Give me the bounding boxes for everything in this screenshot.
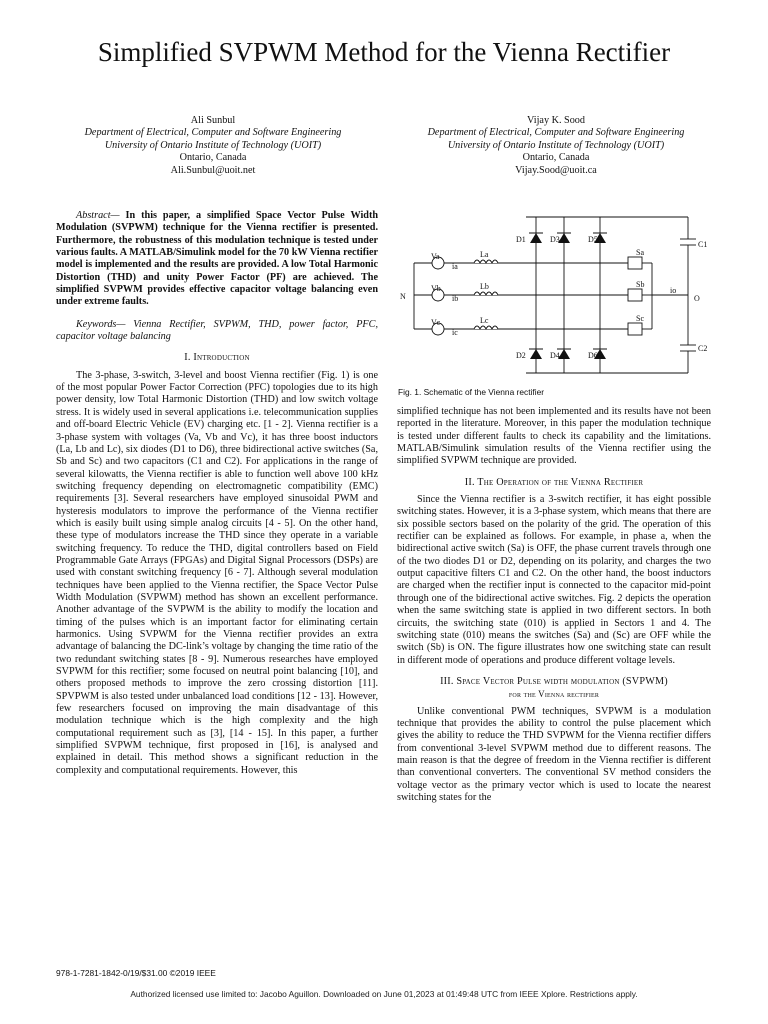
abstract-lead: Abstract—	[76, 210, 120, 221]
author-email: Vijay.Sood@uoit.ca	[515, 164, 597, 176]
license-notice: Authorized licensed use limited to: Jacobo Aguillon. Downloaded on June 01,2023 at 01:49:48 UTC from IEEE Xplore. Restrictions apply.	[130, 989, 638, 999]
label-lc: Lc	[480, 316, 489, 325]
label-va: Va	[431, 252, 440, 261]
label-ic: ic	[452, 328, 458, 337]
label-d2: D2	[516, 351, 526, 360]
copyright-line: 978-1-7281-1842-0/19/$31.00 ©2019 IEEE	[56, 968, 216, 978]
author-location: Ontario, Canada	[179, 152, 247, 164]
abstract	[56, 210, 378, 309]
label-la: La	[480, 250, 489, 259]
author-university: University of Ontario Institute of Technology (UOIT)	[447, 139, 665, 151]
label-n: N	[400, 292, 406, 301]
keywords: Keywords— Vienna Rectifier, SVPWM, THD, power factor, PFC, capacitor voltage balancing	[56, 318, 378, 343]
label-ia: ia	[452, 262, 458, 271]
abstract-text: In this paper, a simplified Space Vector Pulse Width Modulation (SVPWM) technique for the Vienna rectifier is presented. Furthermore, the robustness of this modulation technique is tested under various faults. A MATLAB/Simulink model for the 70 kW Vienna rectifier model is implemented and the results are provided. A low Total Harmonic Distortion (THD) and unity Power Factor (PF) are achieved. The simplified SVPWM provides effective capacitor voltage balancing even under extreme faults.	[56, 210, 378, 308]
left-column	[56, 210, 378, 777]
label-sb: Sb	[636, 280, 645, 289]
label-sc: Sc	[636, 314, 644, 323]
section-heading-introduction: I. Introduction	[184, 352, 250, 364]
label-sa: Sa	[636, 248, 644, 257]
introduction-paragraph: The 3-phase, 3-switch, 3-level and boost Vienna rectifier (Fig. 1) is one of the most popular Power Factor Correction (PFC) topologies due to its high power density, low Total Harmonic Distortion (THD) and low switch voltage stress. It is widely used in several applications i.e. telecommunication supplies and off-board Electric Vehicle (EV) charging etc. [1 - 2]. Vienna rectifier is a 3-phase system with voltages (Va, Vb and Vc), it has three boost inductors (La, Lb and Lc), six diodes (D1 to D6), three bidirectional active switches (Sa, Sb and Sc) and two capacitors (C1 and C2). For applications in the range of several kilowatts, the Vienna rectifier is able to function well above 100 kHz switching frequency depending on electromagnetic compatibility (EMC) requirements [3]. Several researchers have employed sinusoidal PWM and hysteresis modulators to improve the performance of the Vienna rectifier which is easily built using simple analog circuits [4 - 5]. On the other hand, these type of modulators increase the THD since they operate in a variable switching frequency. To reduce the THD, digital controllers based on Field Programmable Gate Arrays (FPGAs) and Digital Signal Processors (DSPs) are used with constant switching frequency [6 - 7]. Although several modulation techniques have been applied to the Vienna rectifier, the Space Vector Pulse Width Modulation (SVPWM) method has shown an excellent performance. Another advantage of the SVPWM is the ability to modify the location and timing of the pulses which is an important factor for eliminating certain harmonics. Using SVPWM for the Vienna rectifier provides an extra advantage of balancing the DC-link’s voltage by changing the time ratio of the two redundant switching states [8 - 9]. Numerous researches have employed SVPWM for this rectifier; some focused on neutral point balancing [10], and others proposed methods to improve the zero crossing distortion [11]. SPVPWM is also tested under unbalanced load conditions [12 - 13]. However, few researchers focused on improving the main disadvantage of this modulation technique which is the high complexity and the high computational requirement such as [3], [14 - 15]. In this paper, a further simplified SVPWM technique, first proposed in [16], is analysed and explained in detail. This method shows a significant reduction in the complexity and computational requirements. However, this	[56, 369, 378, 776]
author-name: Ali Sunbul	[190, 115, 236, 126]
figure-vienna-schematic	[398, 205, 714, 385]
label-d6: D6	[588, 351, 598, 360]
label-d1: D1	[516, 235, 526, 244]
continuation-paragraph: simplified technique has not been implemented and its results have not been reported in the literature. Moreover, in this paper the modulation technique is tested under different faults to check its capability and the limitations. MATLAB/Simulink simulation results of the Vienna rectifier using the simplified SVPWM technique are provided.	[397, 406, 711, 467]
vienna-schematic-diagram	[398, 205, 714, 385]
author-university: University of Ontario Institute of Technology (UOIT)	[104, 139, 322, 151]
right-column	[397, 406, 711, 804]
author-email: Ali.Sunbul@uoit.net	[170, 164, 256, 176]
label-c2: C2	[698, 344, 708, 353]
section-heading-svpwm: III. Space Vector Pulse width modulation (SVPWM)	[440, 675, 668, 687]
label-d5: D5	[588, 235, 598, 244]
label-vb: Vb	[431, 284, 441, 293]
author-name: Vijay K. Sood	[527, 115, 585, 126]
svpwm-paragraph: Unlike conventional PWM techniques, SVPWM is a modulation technique that provides the ability to control the pulse placement which gives the ability to reduce the THD SVPWM for the Vienna rectifier differs from conventional 3-level SVPWM method due to different reasons. The main reason is that the degree of freedom in the Vienna rectifier is different than conventional converters. The conventional SV method considers the voltage vector as the primary vector which is used to locate the nearest switching states for the	[397, 705, 711, 803]
author-location: Ontario, Canada	[522, 152, 590, 164]
section-heading-svpwm-line2: for the Vienna rectifier	[508, 689, 600, 700]
author-department: Department of Electrical, Computer and Software Engineering	[427, 127, 685, 139]
label-c1: C1	[698, 240, 708, 249]
figure-caption: Fig. 1. Schematic of the Vienna rectifier	[398, 387, 545, 397]
label-d4: D4	[550, 351, 560, 360]
label-d3: D3	[550, 235, 560, 244]
label-vc: Vc	[431, 318, 441, 327]
operation-paragraph: Since the Vienna rectifier is a 3-switch rectifier, it has eight possible switching states. However, it is a 3-phase system, which means that there are six possible sectors based on the polarity of the grid. The operation of this rectifier can be explained as follows. For example, in phase a, when the bidirectional active switch (Sa) is OFF, the phase current travels through one of the two diodes D1 or D2, depending on its polarity, and charges the two output capacitive filters C1 and C2. On the other hand, the boost inductors are charged when the rectifier input is connected to the capacitor mid-point through one of the bidirectional active switches. Fig. 2 depicts the operation when the same switching state is applied in two different sectors. In both circuits, the switching state (010) is applied in Sectors 1 and 4. The switching state (010) means the switches (Sa) and (Sc) are OFF while the switch (Sb) is ON. The figure illustrates how one switching state can result in different mode of operations and produce different voltage levels.	[397, 494, 711, 666]
author-department: Department of Electrical, Computer and Software Engineering	[84, 127, 342, 139]
author-block-2	[391, 115, 721, 177]
paper-title: Simplified SVPWM Method for the Vienna Rectifier	[97, 37, 671, 67]
label-o: O	[694, 294, 700, 303]
author-block-1	[48, 115, 378, 177]
label-io: io	[670, 286, 677, 295]
label-ib: ib	[452, 294, 459, 303]
label-lb: Lb	[480, 282, 489, 291]
section-heading-operation: II. The Operation of the Vienna Rectifier	[464, 476, 644, 488]
